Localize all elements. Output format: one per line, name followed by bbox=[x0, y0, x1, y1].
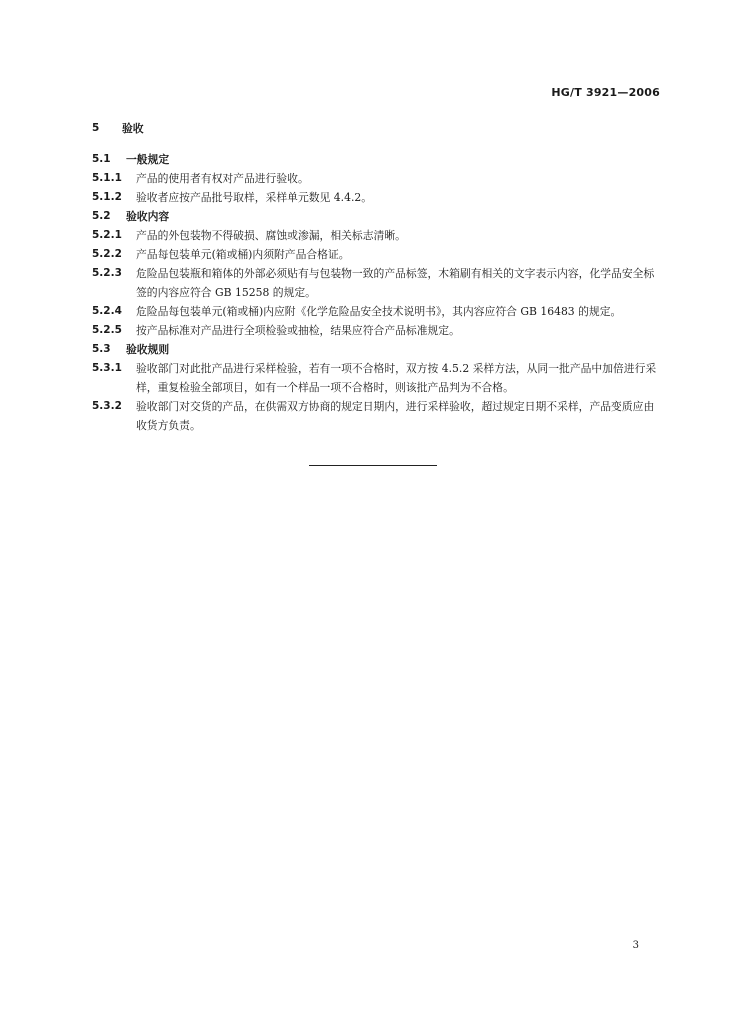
clause bbox=[92, 359, 660, 397]
clause-number: 5.2.3 bbox=[92, 267, 122, 279]
document-body bbox=[92, 119, 660, 435]
clause-heading bbox=[92, 207, 660, 226]
clause-number: 5.2.1 bbox=[92, 229, 122, 241]
clause-text: 产品的使用者有权对产品进行验收。 bbox=[136, 172, 309, 185]
clause-text: 危险品包装瓶和箱体的外部必须贴有与包装物一致的产品标签，木箱刷有相关的文字表示内容，化学品安全标签的内容应符合 GB 15258 的规定。 bbox=[136, 267, 655, 299]
clause-heading bbox=[92, 150, 660, 169]
clause-number: 5.2 bbox=[92, 210, 111, 222]
standard-number: HG/T 3921—2006 bbox=[551, 86, 660, 99]
clause-text: 验收部门对交货的产品，在供需双方协商的规定日期内，进行采样验收，超过规定日期不采样，产品变质应由收货方负责。 bbox=[136, 400, 655, 432]
clause-number: 5.3.2 bbox=[92, 400, 122, 412]
clause-text: 验收者应按产品批号取样，采样单元数见 4.4.2。 bbox=[136, 191, 373, 204]
clause-title: 一般规定 bbox=[126, 153, 170, 166]
clause-number: 5.2.2 bbox=[92, 248, 122, 260]
section-title: 验收 bbox=[122, 122, 144, 135]
clause bbox=[92, 264, 660, 302]
clause bbox=[92, 188, 660, 207]
section-number: 5 bbox=[92, 122, 100, 134]
clause bbox=[92, 321, 660, 340]
clause-number: 5.1.1 bbox=[92, 172, 122, 184]
clause-text: 危险品每包装单元(箱或桶)内应附《化学危险品安全技术说明书》，其内容应符合 GB 16483 的规定。 bbox=[136, 305, 622, 318]
clause-number: 5.3.1 bbox=[92, 362, 122, 374]
clause-title: 验收规则 bbox=[126, 343, 170, 356]
end-rule bbox=[309, 465, 437, 466]
clause-text: 产品的外包装物不得破损、腐蚀或渗漏，相关标志清晰。 bbox=[136, 229, 406, 242]
clause-number: 5.2.4 bbox=[92, 305, 122, 317]
clause-text: 按产品标准对产品进行全项检验或抽检，结果应符合产品标准规定。 bbox=[136, 324, 460, 337]
clause-title: 验收内容 bbox=[126, 210, 170, 223]
section-heading bbox=[92, 119, 660, 138]
clause bbox=[92, 226, 660, 245]
clause-number: 5.1.2 bbox=[92, 191, 122, 203]
clause-number: 5.1 bbox=[92, 153, 111, 165]
clause-text: 验收部门对此批产品进行采样检验，若有一项不合格时，双方按 4.5.2 采样方法，从同一批产品中加倍进行采样，重复检验全部项目，如有一个样品一项不合格时，则该批产品判为不合格。 bbox=[136, 362, 657, 394]
clause bbox=[92, 397, 660, 435]
clause-number: 5.3 bbox=[92, 343, 111, 355]
clause bbox=[92, 302, 660, 321]
clause-number: 5.2.5 bbox=[92, 324, 122, 336]
clause-text: 产品每包装单元(箱或桶)内须附产品合格证。 bbox=[136, 248, 350, 261]
clause bbox=[92, 169, 660, 188]
page-number: 3 bbox=[632, 940, 639, 951]
clause-heading bbox=[92, 340, 660, 359]
clause bbox=[92, 245, 660, 264]
